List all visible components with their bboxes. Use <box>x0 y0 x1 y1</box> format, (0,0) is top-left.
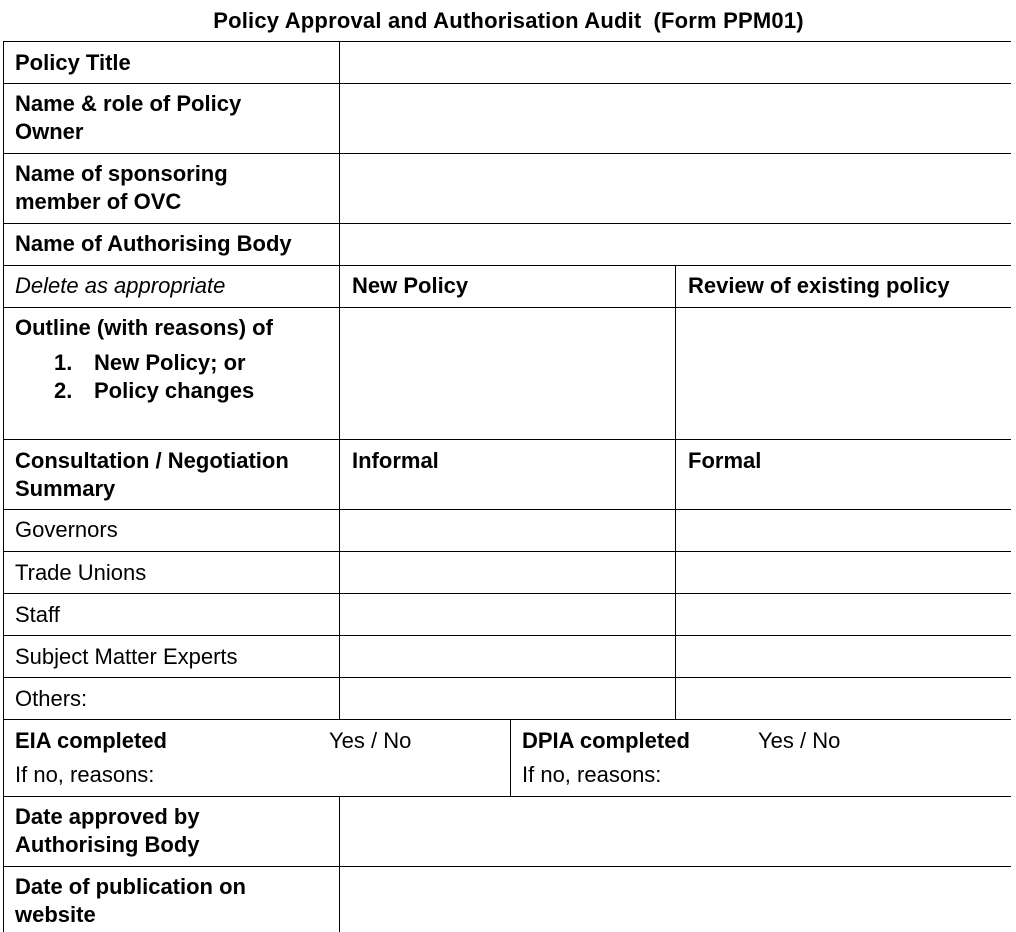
consultee-others: Others: <box>15 686 88 711</box>
policy-owner-label-line2: Owner <box>15 119 84 144</box>
experts-formal-field[interactable] <box>676 636 1011 677</box>
consultation-label <box>15 447 289 503</box>
consultee-subject-matter-experts: Subject Matter Experts <box>15 644 238 669</box>
outline-item-text: Policy changes <box>94 378 255 403</box>
outline-item-text: New Policy; or <box>94 350 246 375</box>
eia-yes-no[interactable]: Yes / No <box>329 728 412 753</box>
sponsor-label <box>15 160 228 216</box>
outline-new-policy-field[interactable] <box>340 308 675 439</box>
authorising-body-field[interactable] <box>340 224 1011 265</box>
outline-item-number: 1. <box>54 350 73 375</box>
consultee-staff: Staff <box>15 602 60 627</box>
trade-unions-informal-field[interactable] <box>340 552 675 593</box>
policy-owner-field[interactable] <box>340 84 1011 153</box>
others-informal-field[interactable] <box>340 678 675 719</box>
rule <box>3 719 1011 720</box>
sponsor-field[interactable] <box>340 154 1011 223</box>
rule <box>510 719 511 796</box>
consultee-trade-unions: Trade Unions <box>15 560 147 585</box>
rule <box>3 439 1011 440</box>
form-code: (Form PPM01) <box>653 8 804 33</box>
outline-item <box>15 349 273 377</box>
form-title <box>0 0 1016 41</box>
experts-informal-field[interactable] <box>340 636 675 677</box>
publication-date-label-line2: website <box>15 902 96 927</box>
governors-formal-field[interactable] <box>676 510 1011 551</box>
delete-note: Delete as appropriate <box>15 273 226 298</box>
eia-reason-label: If no, reasons: <box>15 762 155 787</box>
policy-title-label: Policy Title <box>15 50 131 75</box>
governors-informal-field[interactable] <box>340 510 675 551</box>
outline-review-field[interactable] <box>676 308 1011 439</box>
review-policy-option[interactable]: Review of existing policy <box>688 273 950 298</box>
rule <box>3 41 4 932</box>
new-policy-option[interactable]: New Policy <box>352 273 469 298</box>
policy-owner-label <box>15 90 241 146</box>
informal-header: Informal <box>352 448 439 473</box>
formal-header: Formal <box>688 448 762 473</box>
date-approved-label-line2: Authorising Body <box>15 832 200 857</box>
date-approved-label <box>15 803 200 859</box>
dpia-label: DPIA completed <box>522 728 690 753</box>
consultee-governors: Governors <box>15 517 118 542</box>
policy-title-field[interactable] <box>340 42 1011 83</box>
authorising-body-label: Name of Authorising Body <box>15 231 292 256</box>
sponsor-label-line1: Name of sponsoring <box>15 161 228 186</box>
staff-formal-field[interactable] <box>676 594 1011 635</box>
consultation-label-line1: Consultation / Negotiation <box>15 448 289 473</box>
outline-label <box>15 314 273 405</box>
sponsor-label-line2: member of OVC <box>15 189 182 214</box>
trade-unions-formal-field[interactable] <box>676 552 1011 593</box>
publication-date-label-line1: Date of publication on <box>15 874 246 899</box>
form-title-text: Policy Approval and Authorisation Audit <box>213 8 642 33</box>
publication-date-label <box>15 873 246 929</box>
dpia-yes-no[interactable]: Yes / No <box>758 728 841 753</box>
outline-item <box>15 377 273 405</box>
outline-heading: Outline (with reasons) of <box>15 315 273 340</box>
outline-item-number: 2. <box>54 378 73 403</box>
consultation-label-line2: Summary <box>15 476 116 501</box>
dpia-reason-label: If no, reasons: <box>522 762 662 787</box>
date-approved-field[interactable] <box>340 797 1011 866</box>
eia-label: EIA completed <box>15 728 167 753</box>
rule <box>3 265 1011 266</box>
date-approved-label-line1: Date approved by <box>15 804 200 829</box>
policy-owner-label-line1: Name & role of Policy <box>15 91 242 116</box>
publication-date-field[interactable] <box>340 867 1011 932</box>
others-formal-field[interactable] <box>676 678 1011 719</box>
staff-informal-field[interactable] <box>340 594 675 635</box>
